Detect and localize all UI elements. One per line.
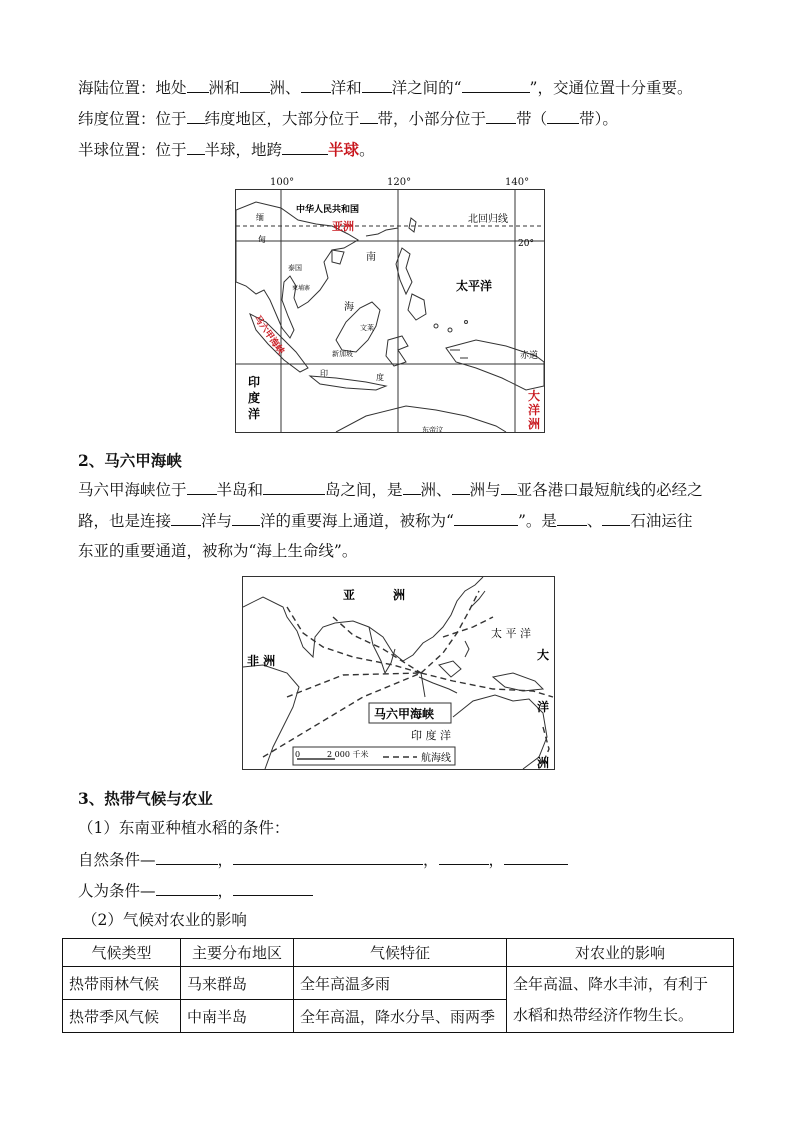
blank[interactable] [187,108,205,124]
map2-pacific-label: 太 平 洋 [491,627,531,640]
map2-oceania-char: 洋 [537,700,550,714]
blank[interactable] [233,880,313,896]
hemisphere-answer: 半球 [328,140,360,159]
map1-pacific-label: 太平洋 [456,279,493,293]
blank[interactable] [547,108,579,124]
map1-country: 柬埔寨 [292,285,311,292]
table-cell-influence: 全年高温、降水丰沛，有利于 水稻和热带经济作物生长。 [507,967,734,1033]
table-cell: 马来群岛 [181,967,294,1000]
map2-scale-zero: 0 [295,750,301,759]
blank[interactable] [452,479,470,495]
map1-lon-label: 140° [505,177,530,188]
table-cell: 热带季风气候 [63,1000,181,1033]
shipping-route-map [242,576,555,770]
map1-oceania-char: 大 [528,389,541,403]
map1-indian-char: 洋 [248,407,261,421]
map1-country: 泰国 [288,264,302,272]
map1-lon-label: 120° [387,177,412,188]
blank[interactable] [171,510,201,526]
map1-strait-label: 马六甲海峡 [251,313,286,357]
table-header: 对农业的影响 [507,939,734,967]
blank[interactable] [486,108,516,124]
table-header: 主要分布地区 [181,939,294,967]
section2-title: 2、马六甲海峡 [78,451,182,470]
blank[interactable] [156,880,218,896]
map1-indian-char: 度 [248,391,261,405]
map1-oceania-char: 洋 [528,403,541,417]
map1-indian-char: 印 [248,375,261,389]
section2-paragraph-line: 东亚的重要通道，被称为“海上生命线”。 [78,542,358,560]
map1-country-label: 中华人民共和国 [296,205,360,215]
blank[interactable] [501,479,517,495]
map2-scale-value: 2 000 千米 [327,750,369,759]
blank[interactable] [187,479,217,495]
map2-indian-label: 印 度 洋 [411,729,451,742]
southeast-asia-map [235,189,545,433]
map1-country: 新加坡 [332,350,353,358]
map2-oceania-char: 洲 [537,756,550,769]
table-cell: 中南半岛 [181,1000,294,1033]
blank[interactable] [462,77,530,93]
table-header: 气候特征 [294,939,507,967]
map1-sea-char: 海 [344,302,354,313]
section3-q1: （1）东南亚种植水稻的条件： [78,819,290,837]
section3-q2: （2）气候对农业的影响 [82,911,247,929]
sea-land-position-line: 海陆位置：地处 洲和 洲、 洋和 洋之间的“ ”，交通位置十分重要。 [78,79,693,97]
map1-country: 东帝汶 [422,426,443,432]
climate-agriculture-table [62,938,734,1033]
map2-route-legend: 航海线 [421,753,451,764]
latitude-position-line: 纬度位置：位于 纬度地区，大部分位于 带，小部分位于 带（ 带）。 [78,110,618,128]
blank[interactable] [187,77,209,93]
blank[interactable] [439,849,489,865]
blank[interactable] [301,77,331,93]
map1-sea-char: 南 [366,252,376,263]
map1-lon-label: 100° [270,177,295,188]
natural-conditions-line: 自然条件— ， ， ， [78,849,568,870]
map1-country: 甸 [258,235,266,244]
blank[interactable] [240,77,270,93]
blank[interactable] [360,108,378,124]
human-conditions-line: 人为条件— ， [78,880,313,901]
map1-oceania-char: 洲 [528,417,541,431]
hemisphere-position-line: 半球位置：位于 半球，地跨 半球。 [78,140,375,159]
map1-country: 缅 [256,213,264,222]
blank[interactable] [233,849,423,865]
blank[interactable] [282,139,328,155]
table-cell: 全年高温多雨 [294,967,507,1000]
table-cell: 全年高温，降水分旱、雨两季 [294,1000,507,1033]
section3-title: 3、热带气候与农业 [78,789,213,808]
table-cell: 热带雨林气候 [63,967,181,1000]
blank[interactable] [454,510,518,526]
map2-africa-label: 非 洲 [247,654,276,668]
table-header-row [63,939,734,967]
blank[interactable] [156,849,218,865]
map2-asia-char: 亚 [343,588,356,602]
map1-equator-label: 赤道 [520,351,539,361]
map1-country: 印 [320,369,328,378]
map1-tropic-label: 北回归线 [468,214,508,225]
blank[interactable] [557,510,587,526]
map1-lat-label: 20° [518,239,534,249]
table-header: 气候类型 [63,939,181,967]
blank[interactable] [362,77,392,93]
map2-asia-char: 洲 [393,588,406,602]
section2-paragraph-line: 路，也是连接 洋与 洋的重要海上通道，被称为“ ”。是 、 石油运往 [78,512,693,530]
map1-country: 文莱 [360,324,374,332]
map2-strait-label: 马六甲海峡 [374,707,435,721]
map1-asia-label: 亚洲 [332,220,354,233]
blank[interactable] [232,510,260,526]
blank[interactable] [504,849,568,865]
blank[interactable] [263,479,325,495]
section2-paragraph-line: 马六甲海峡位于 半岛和 岛之间，是 洲、 洲与 亚各港口最短航线的必经之 [78,481,703,499]
map2-oceania-char: 大 [537,648,550,662]
map1-country: 度 [376,373,384,382]
blank[interactable] [602,510,630,526]
blank[interactable] [187,139,205,155]
blank[interactable] [403,479,421,495]
table-row [63,967,734,1000]
